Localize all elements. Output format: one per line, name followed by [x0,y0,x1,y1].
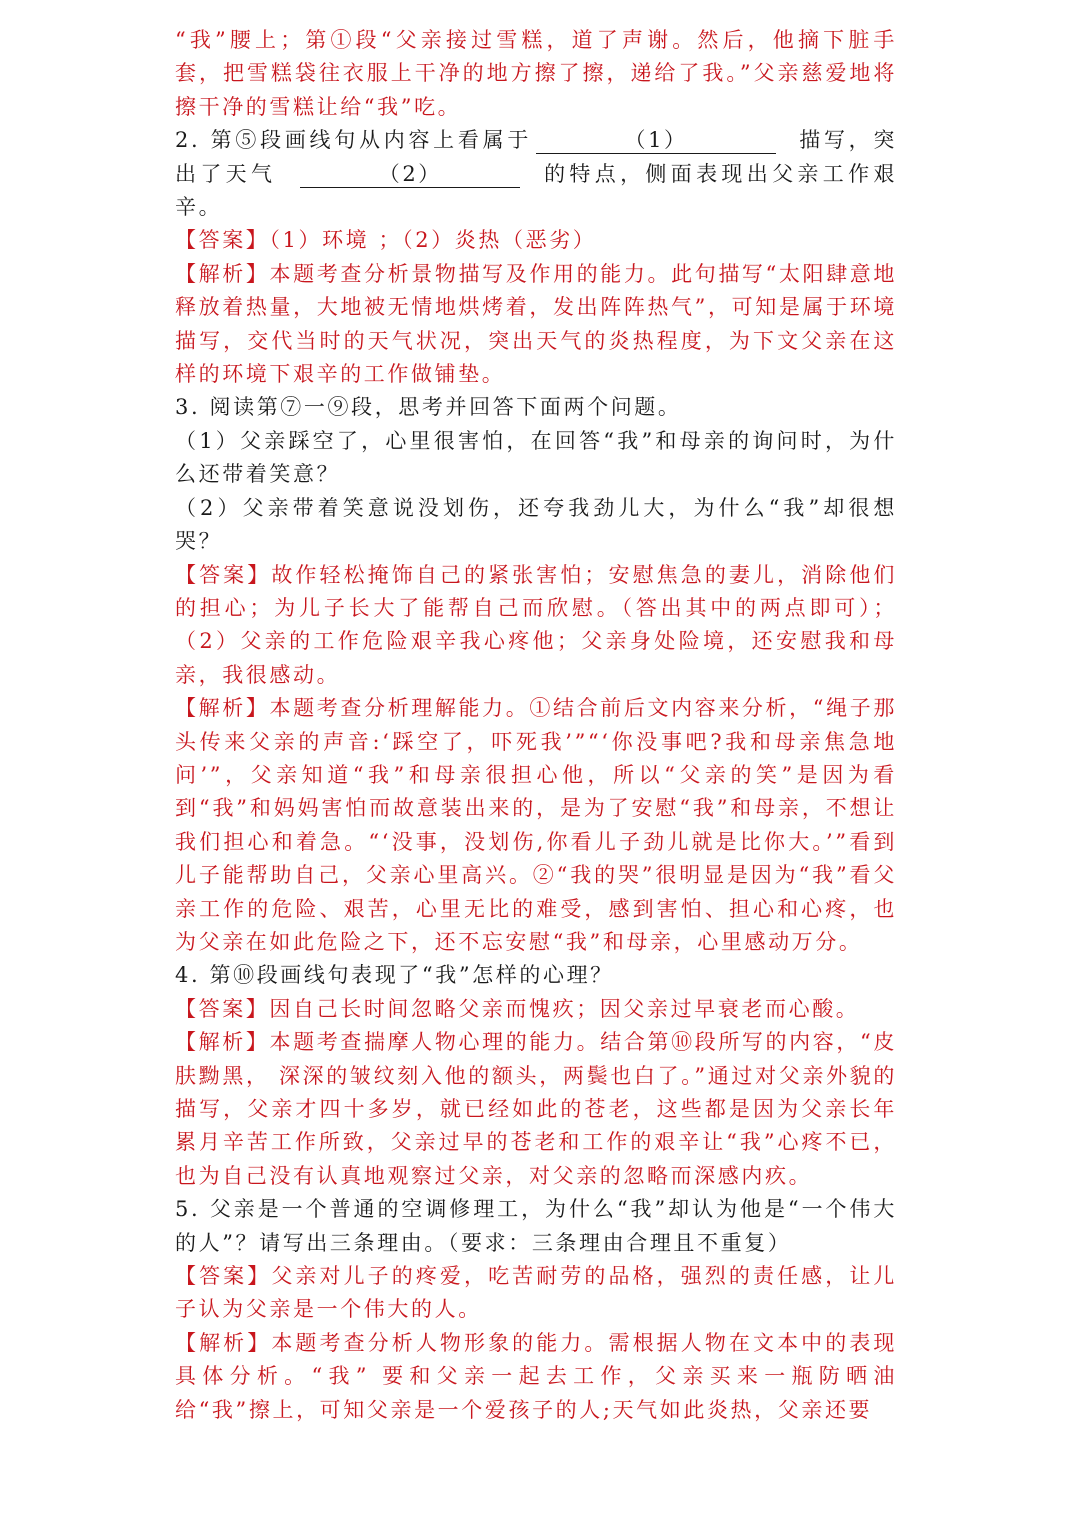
answer-text: 因自己长时间忽略父亲而愧疚；因父亲过早衰老而心酸。 [269,996,860,1021]
analysis-tag: 【解析】 [175,1330,272,1355]
intro-analysis-text: “我”腰上；第①段“父亲接过雪糕，道了声谢。然后，他摘下脏手套，把雪糕袋往衣服上干净的地方擦了擦，递给了我。”父亲慈爱地将擦干净的雪糕让给“我”吃。 [175,28,897,119]
question-4-answer [175,993,897,1026]
answer-tag: 【答案】 [175,996,270,1021]
question-2 [175,124,897,224]
question-5-analysis [175,1327,897,1427]
question-2-analysis [175,258,897,392]
answer-tag: 【答案】 [175,1264,272,1289]
analysis-tag: 【解析】 [175,696,270,721]
question-3-sub-1: （1）父亲踩空了，心里很害怕，在回答“我”和母亲的询问时，为什么还带着笑意？ [175,428,897,487]
analysis-text: 本题考查分析人物形象的能力。需根据人物在文本中的表现具体分析。“我” 要和父亲一起去工作，父亲买来一瓶防晒油给“我”擦上，可知父亲是一个爱孩子的人;天气如此炎热，父亲还要 [175,1330,897,1422]
question-5-answer [175,1260,897,1327]
analysis-tag: 【解析】 [175,261,270,286]
answer-tag: 【答案】 [175,562,272,587]
question-4-analysis [175,1026,897,1193]
question-2-blank-1: （1） [536,127,776,154]
question-2-answer [175,224,897,257]
question-5: 5. 父亲是一个普通的空调修理工，为什么“我”却认为他是“一个伟大的人”？请写出三条理由。（要求：三条理由合理且不重复） [175,1197,897,1255]
analysis-text: 本题考查揣摩人物心理的能力。结合第⑩段所写的内容，“皮肤黝黑， 深深的皱纹刻入他的额头，两鬓也白了。”通过对父亲外貌的描写，父亲才四十多岁，就已经如此的苍老，这些都是因为父亲长年累月辛苦工作所致，父亲过早的苍老和工作的艰辛让“我”心疼不已，也为自己没有认真地观察过父亲，对父亲的忽略而深感内疚。 [175,1030,898,1188]
question-2-blank-2: （2） [300,161,520,188]
question-3-analysis [175,692,897,959]
answer-text: （1）环境 ；（2）炎热（恶劣） [269,228,597,253]
question-2-text-b: 描写，突出了天气 [175,128,898,186]
question-3-sub-2: （2）父亲带着笑意说没划伤，还夸我劲儿大，为什么“我”却很想哭？ [175,495,897,554]
analysis-text: 本题考查分析理解能力。①结合前后文内容来分析，“绳子那头传来父亲的声音:‘踩空了，吓死我’”“‘你没事吧?我和母亲焦急地问’”，父亲知道“我”和母亲很担心他，所以“父亲的笑”是因为看到“我”和妈妈害怕而故意装出来的，是为了安慰“我”和母亲，不想让我们担心和着急。“‘没事，没划伤,你看儿子劲儿就是比你大。’”看到儿子能帮助自己，父亲心里高兴。②“我的哭”很明显是因为“我”看父亲工作的危险、艰苦，心里无比的难受，感到害怕、担心和心疼，也为父亲在如此危险之下，还不忘安慰“我”和母亲，心里感动万分。 [175,696,898,954]
question-2-text-c: 的特点，侧面表现出父亲工作艰辛。 [175,161,897,220]
question-3-answer [175,559,897,693]
answer-tag: 【答案】 [175,228,270,253]
answer-text: 父亲对儿子的疼爱，吃苦耐劳的品格，强烈的责任感，让儿子认为父亲是一个伟大的人。 [175,1264,897,1322]
document-page [175,24,897,1427]
question-2-text-a: 2. 第⑤段画线句从内容上看属于 [175,128,533,153]
analysis-tag: 【解析】 [175,1030,270,1055]
answer-text: 故作轻松掩饰自己的紧张害怕；安慰焦急的妻儿，消除他们的担心；为儿子长大了能帮自己而欣慰。（答出其中的两点即可）；（2）父亲的工作危险艰辛我心疼他；父亲身处险境，还安慰我和母亲，我很感动。 [175,562,897,687]
question-4: 4. 第⑩段画线句表现了“我”怎样的心理？ [175,963,614,988]
question-3: 3. 阅读第⑦一⑨段，思考并回答下面两个问题。 [175,395,682,420]
analysis-text: 本题考查分析景物描写及作用的能力。此句描写“太阳肆意地释放着热量，大地被无情地烘烤着，发出阵阵热气”，可知是属于环境描写，交代当时的天气状况，突出天气的炎热程度，为下文父亲在这样的环境下艰辛的工作做铺垫。 [175,261,898,387]
